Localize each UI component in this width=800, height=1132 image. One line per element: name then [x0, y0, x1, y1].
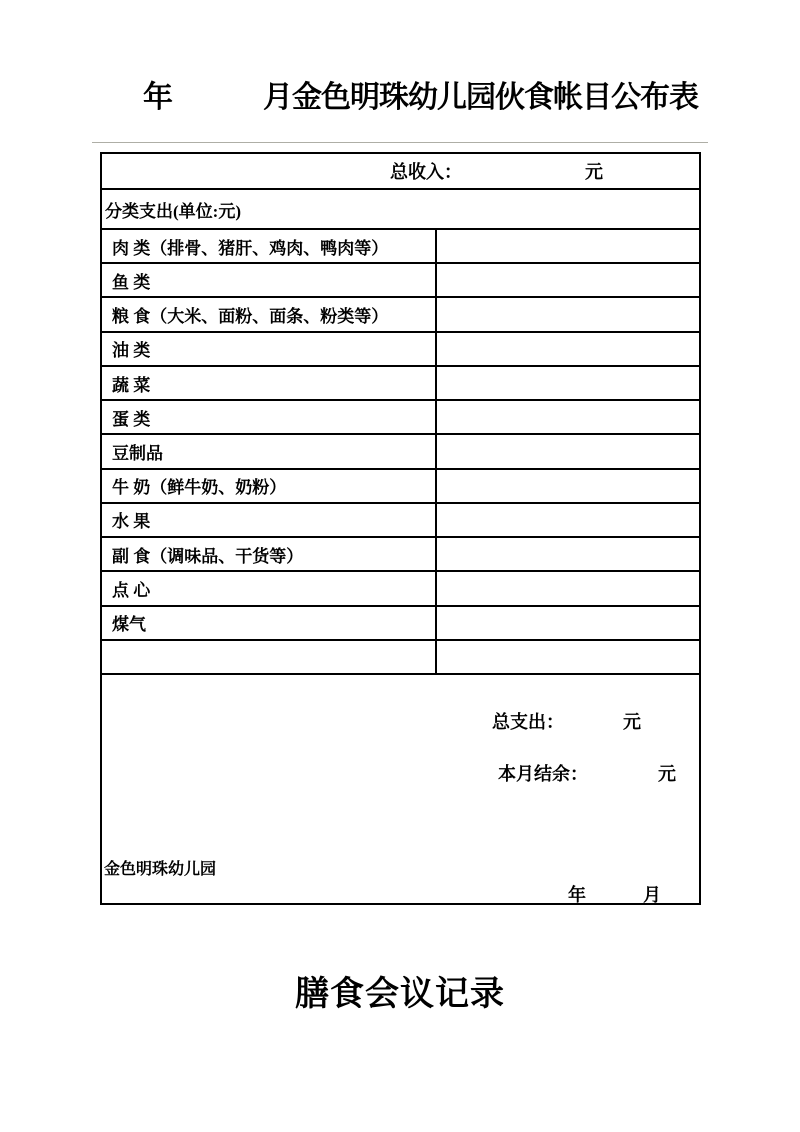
table-row	[102, 504, 699, 538]
expense-section-header: 分类支出(单位:元)	[102, 190, 699, 230]
row-label-oil: 油 类	[102, 333, 437, 365]
row-value-snack	[437, 572, 699, 604]
row-value-oil	[437, 333, 699, 365]
total-income-unit: 元	[585, 162, 603, 182]
table-row	[102, 470, 699, 504]
food-account-table	[100, 152, 701, 905]
table-row	[102, 435, 699, 469]
table-row	[102, 298, 699, 332]
table-row	[102, 607, 699, 641]
table-row	[102, 572, 699, 606]
table-row	[102, 264, 699, 298]
title-main-text: 月金色明珠幼儿园伙食帐目公布表	[263, 81, 698, 114]
meal-meeting-record-title: 膳食会议记录	[295, 976, 505, 1013]
row-label-tofu: 豆制品	[102, 435, 437, 467]
total-expense-unit: 元	[623, 712, 641, 732]
row-value-grain	[437, 298, 699, 330]
row-value-gas	[437, 607, 699, 639]
signature-year-label: 年	[568, 885, 586, 905]
row-label-snack: 点 心	[102, 572, 437, 604]
row-label-milk: 牛 奶（鲜牛奶、奶粉）	[102, 470, 437, 502]
row-label-fish: 鱼 类	[102, 264, 437, 296]
total-income-label: 总收入：	[390, 162, 462, 182]
row-value-side-food	[437, 538, 699, 570]
table-row	[102, 367, 699, 401]
row-value-meat	[437, 230, 699, 262]
total-expense-label: 总支出：	[492, 712, 564, 732]
page-title	[143, 80, 698, 116]
row-label-blank	[102, 641, 437, 673]
row-label-egg: 蛋 类	[102, 401, 437, 433]
monthly-balance-unit: 元	[658, 764, 676, 784]
row-label-gas: 煤气	[102, 607, 437, 639]
row-value-fruit	[437, 504, 699, 536]
row-value-milk	[437, 470, 699, 502]
table-row	[102, 538, 699, 572]
total-income-row	[102, 154, 699, 190]
title-divider-line	[92, 142, 708, 143]
expense-rows	[102, 230, 699, 675]
signature-month-label: 月	[643, 885, 661, 905]
table-row	[102, 230, 699, 264]
table-row	[102, 401, 699, 435]
organization-name: 金色明珠幼儿园	[104, 861, 217, 878]
table-row	[102, 333, 699, 367]
row-label-grain: 粮 食（大米、面粉、面条、粉类等）	[102, 298, 437, 330]
row-value-vegetable	[437, 367, 699, 399]
row-label-vegetable: 蔬 菜	[102, 367, 437, 399]
monthly-balance-label: 本月结余：	[498, 764, 588, 784]
row-value-egg	[437, 401, 699, 433]
row-value-tofu	[437, 435, 699, 467]
row-label-side-food: 副 食（调味品、干货等）	[102, 538, 437, 570]
table-footer-section	[102, 675, 699, 903]
row-label-fruit: 水 果	[102, 504, 437, 536]
row-value-fish	[437, 264, 699, 296]
table-row	[102, 641, 699, 675]
row-label-meat: 肉 类（排骨、猪肝、鸡肉、鸭肉等）	[102, 230, 437, 262]
row-value-blank	[437, 641, 699, 673]
title-year-blank: 年	[143, 81, 172, 114]
